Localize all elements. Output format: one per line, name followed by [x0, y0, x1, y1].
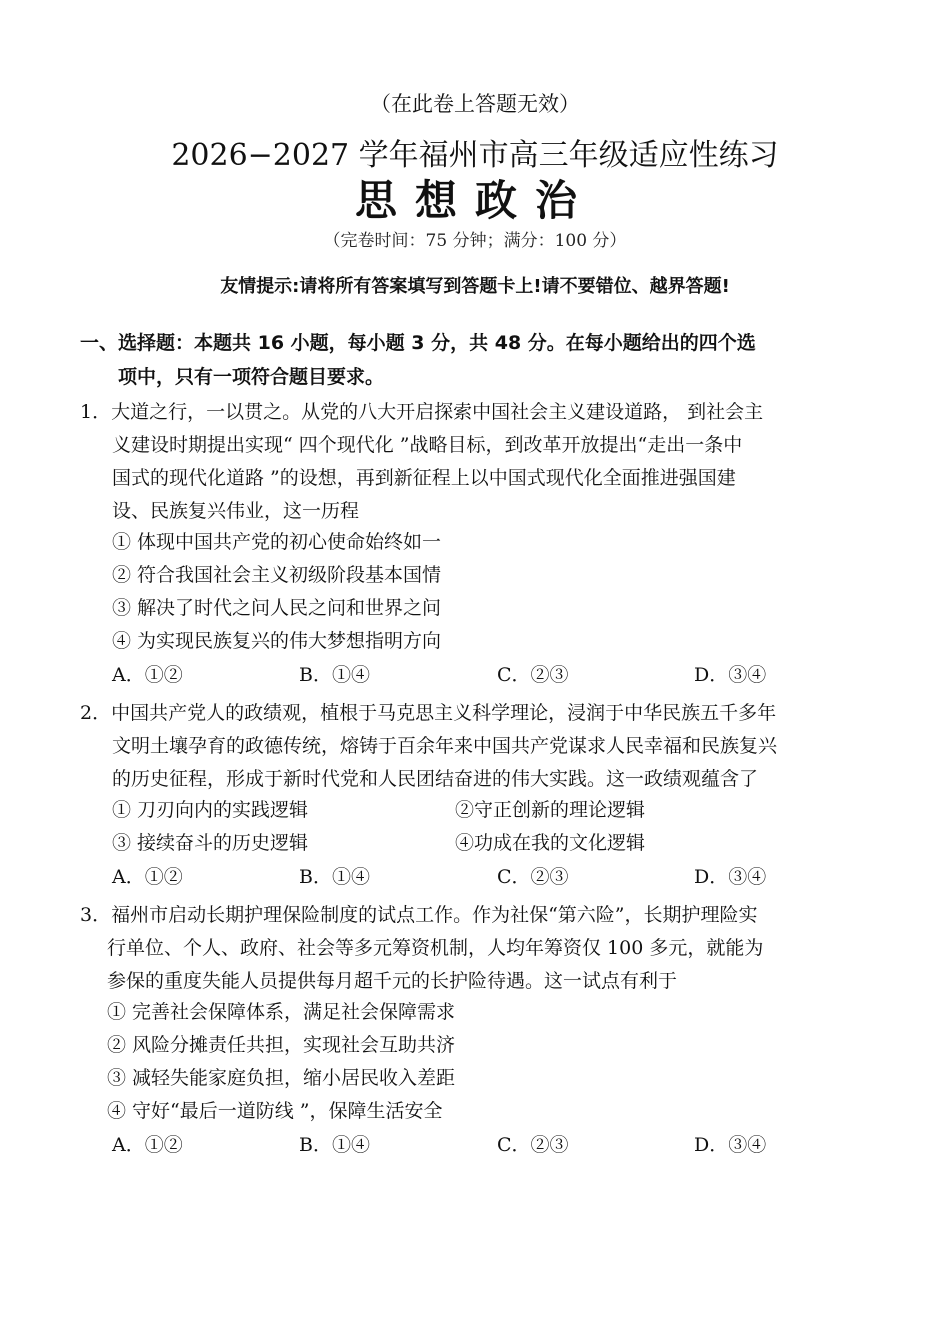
statement-item: ② 符合我国社会主义初级阶段基本国情	[112, 564, 442, 586]
answer-choice-d: D．③④	[694, 664, 767, 686]
time-score-info: （完卷时间：75 分钟；满分：100 分）	[323, 231, 627, 251]
question-text-line: 义建设时期提出实现“ 四个现代化 ”战略目标，到改革开放提出“走出一条中	[112, 434, 743, 456]
statement-item: ④ 为实现民族复兴的伟大梦想指明方向	[112, 630, 442, 652]
statement-item: ②守正创新的理论逻辑	[455, 799, 646, 821]
answer-choice-b: B．①④	[299, 866, 370, 888]
answer-choice-c: C．②③	[497, 866, 569, 888]
statement-item: ① 完善社会保障体系，满足社会保障需求	[107, 1001, 456, 1023]
question-text-line: 1．大道之行，一以贯之。从党的八大开启探索中国社会主义建设道路， 到社会主	[80, 401, 764, 423]
question-text-line: 3．福州市启动长期护理保险制度的试点工作。作为社保“第六险”，长期护理险实	[80, 904, 758, 926]
answer-choice-c: C．②③	[497, 664, 569, 686]
question-text-line: 2．中国共产党人的政绩观，植根于马克思主义科学理论，浸润于中华民族五千多年	[80, 702, 777, 724]
answer-choice-b: B．①④	[299, 1134, 370, 1156]
answer-choice-a: A．①②	[112, 866, 183, 888]
question-text-line: 设、民族复兴伟业，这一历程	[112, 500, 360, 522]
section-heading-line: 项中，只有一项符合题目要求。	[118, 366, 385, 388]
statement-item: ① 体现中国共产党的初心使命始终如一	[112, 531, 442, 553]
statement-item: ③ 减轻失能家庭负担，缩小居民收入差距	[107, 1067, 456, 1089]
answer-choice-a: A．①②	[112, 664, 183, 686]
section-heading-line: 一、选择题：本题共 16 小题，每小题 3 分，共 48 分。在每小题给出的四个选	[80, 332, 756, 354]
exam-notice: （在此卷上答题无效）	[370, 92, 580, 116]
statement-item: ② 风险分摊责任共担，实现社会互助共济	[107, 1034, 456, 1056]
exam-title: 2026−2027 学年福州市高三年级适应性练习	[171, 138, 779, 173]
answer-choice-a: A．①②	[112, 1134, 183, 1156]
subject-title: 思想政治	[354, 176, 595, 225]
statement-item: ① 刀刃向内的实践逻辑	[112, 799, 309, 821]
answer-choice-d: D．③④	[694, 866, 767, 888]
statement-item: ④功成在我的文化逻辑	[455, 832, 646, 854]
answer-choice-d: D．③④	[694, 1134, 767, 1156]
answer-choice-c: C．②③	[497, 1134, 569, 1156]
statement-item: ③ 接续奋斗的历史逻辑	[112, 832, 309, 854]
section-heading	[80, 326, 860, 394]
question-text-line: 的历史征程，形成于新时代党和人民团结奋进的伟大实践。这一政绩观蕴含了	[112, 768, 759, 790]
question-text-line: 参保的重度失能人员提供每月超千元的长护险待遇。这一试点有利于	[107, 970, 678, 992]
statement-item: ③ 解决了时代之问人民之问和世界之问	[112, 597, 442, 619]
statement-item: ④ 守好“最后一道防线 ”，保障生活安全	[107, 1100, 443, 1122]
question-text-line: 文明土壤孕育的政德传统，熔铸于百余年来中国共产党谋求人民幸福和民族复兴	[112, 735, 778, 757]
question-text-line: 行单位、个人、政府、社会等多元筹资机制，人均年筹资仅 100 多元，就能为	[107, 937, 764, 959]
answer-choice-b: B．①④	[299, 664, 370, 686]
question-text-line: 国式的现代化道路 ”的设想，再到新征程上以中国式现代化全面推进强国建	[112, 467, 736, 489]
friendly-tip: 友情提示:请将所有答案填写到答题卡上!请不要错位、越界答题!	[220, 276, 730, 297]
